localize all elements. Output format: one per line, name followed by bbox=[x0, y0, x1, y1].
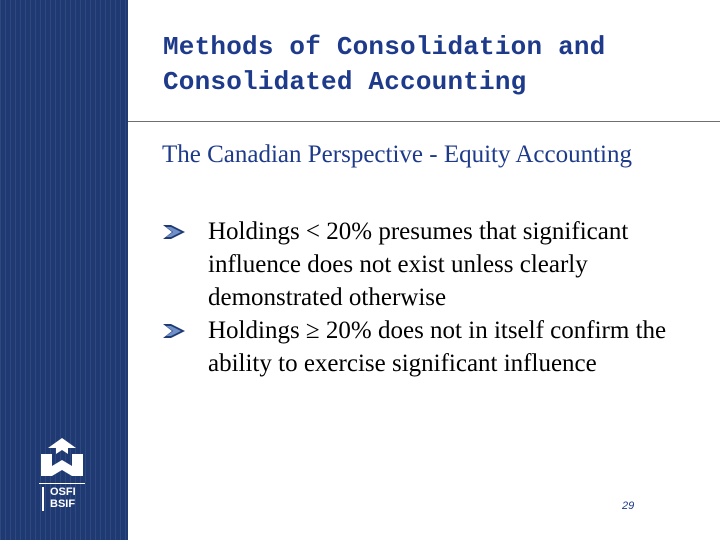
slide-title: Methods of Consolidation and Consolidated Accounting bbox=[163, 32, 606, 97]
title-divider bbox=[128, 121, 720, 122]
logo-bar bbox=[42, 487, 44, 511]
slide-subtitle: The Canadian Perspective - Equity Accounting bbox=[162, 141, 633, 168]
logo-text-line2: BSIF bbox=[50, 498, 76, 510]
sidebar-panel bbox=[0, 0, 128, 540]
bullet-text: Holdings < 20% presumes that significant influence does not exist unless clearly demonstrated otherwise bbox=[208, 218, 629, 311]
logo-text-line1: OSFI bbox=[50, 486, 76, 498]
arrow-bullet-icon bbox=[163, 224, 185, 240]
logo-divider bbox=[39, 483, 85, 484]
bullet-list bbox=[162, 215, 702, 380]
arrow-bullet-icon bbox=[163, 323, 185, 339]
bullet-item bbox=[162, 215, 702, 314]
page-number: 29 bbox=[622, 500, 635, 512]
logo-text bbox=[50, 486, 76, 510]
bullet-item bbox=[162, 314, 702, 380]
osfi-logo-icon bbox=[38, 436, 86, 482]
bullet-text: Holdings ≥ 20% does not in itself confirm the ability to exercise significant influence bbox=[208, 317, 667, 377]
